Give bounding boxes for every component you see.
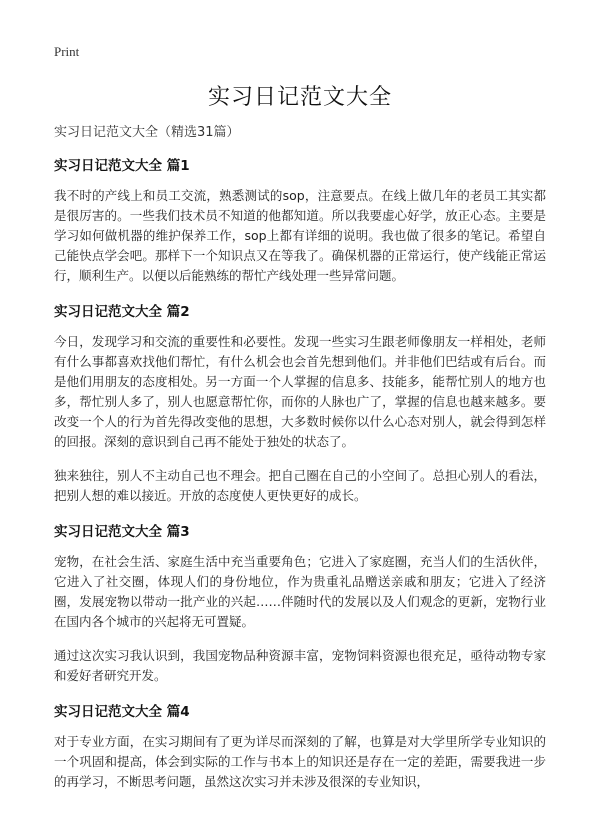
page-title: 实习日记范文大全 bbox=[207, 85, 392, 110]
paragraph: 我不时的产线上和员工交流，熟悉测试的sop，注意要点。在线上做几年的老员工其实都是很厉害的。一些我们技术员不知道的他都知道。所以我要虚心好学，放正心态。主要是学习如何做机器的维护保养工作，sop上都有详细的说明。我也做了很多的笔记。希望自己能快点学会吧。那样下一个知识点又在等我了。确保机器的正常运行，使产线能正常运行，顺利生产。以便以后能熟练的帮忙产线处理一些异常问题。 bbox=[54, 188, 546, 283]
section-heading: 实习日记范文大全 篇3 bbox=[54, 524, 190, 540]
section-heading: 实习日记范文大全 篇2 bbox=[54, 304, 190, 320]
section-heading: 实习日记范文大全 篇4 bbox=[54, 704, 190, 720]
print-link[interactable]: Print bbox=[54, 44, 80, 59]
paragraph: 独来独往，别人不主动自己也不理会。把自己圈在自己的小空间了。总担心别人的看法，把别人想的难以接近。开放的态度使人更快更好的成长。 bbox=[54, 468, 546, 503]
paragraph: 宠物，在社会生活、家庭生活中充当重要角色；它进入了家庭圈，充当人们的生活伙伴，它进入了社交圈，体现人们的身份地位，作为贵重礼品赠送亲戚和朋友；它进入了经济圈，发展宠物以带动一批产业的兴起……伴随时代的发展以及人们观念的更新，宠物行业在国内各个城市的兴起将无可置疑。 bbox=[54, 554, 546, 629]
paragraph: 通过这次实习我认识到，我国宠物品种资源丰富，宠物饲料资源也很充足，亟待动物专家和爱好者研究开发。 bbox=[54, 648, 546, 683]
document-subtitle: 实习日记范文大全（精选31篇） bbox=[54, 125, 240, 140]
paragraph: 今日，发现学习和交流的重要性和必要性。发现一些实习生跟老师像朋友一样相处，老师有什么事都喜欢找他们帮忙，有什么机会也会首先想到他们。并非他们巴结或有后台。而是他们用朋友的态度相处。另一方面一个人掌握的信息多、技能多，能帮忙别人的地方也多，帮忙别人多了，别人也愿意帮忙你，而你的人脉也广了，掌握的信息也越来越多。要改变一个人的行为首先得改变他的思想，大多数时候你以什么心态对别人，就会得到怎样的回报。深刻的意识到自己再不能处于独处的状态了。 bbox=[54, 334, 546, 449]
section-heading: 实习日记范文大全 篇1 bbox=[54, 158, 190, 174]
section-2 bbox=[54, 300, 546, 506]
section-3 bbox=[54, 520, 546, 686]
paragraph: 对于专业方面，在实习期间有了更为详尽而深刻的了解，也算是对大学里所学专业知识的一个巩固和提高，体会到实际的工作与书本上的知识还是存在一定的差距，需要我进一步的再学习，不断思考问题，虽然这次实习并未涉及很深的专业知识， bbox=[54, 734, 546, 789]
section-4 bbox=[54, 700, 546, 792]
section-1 bbox=[54, 154, 546, 286]
